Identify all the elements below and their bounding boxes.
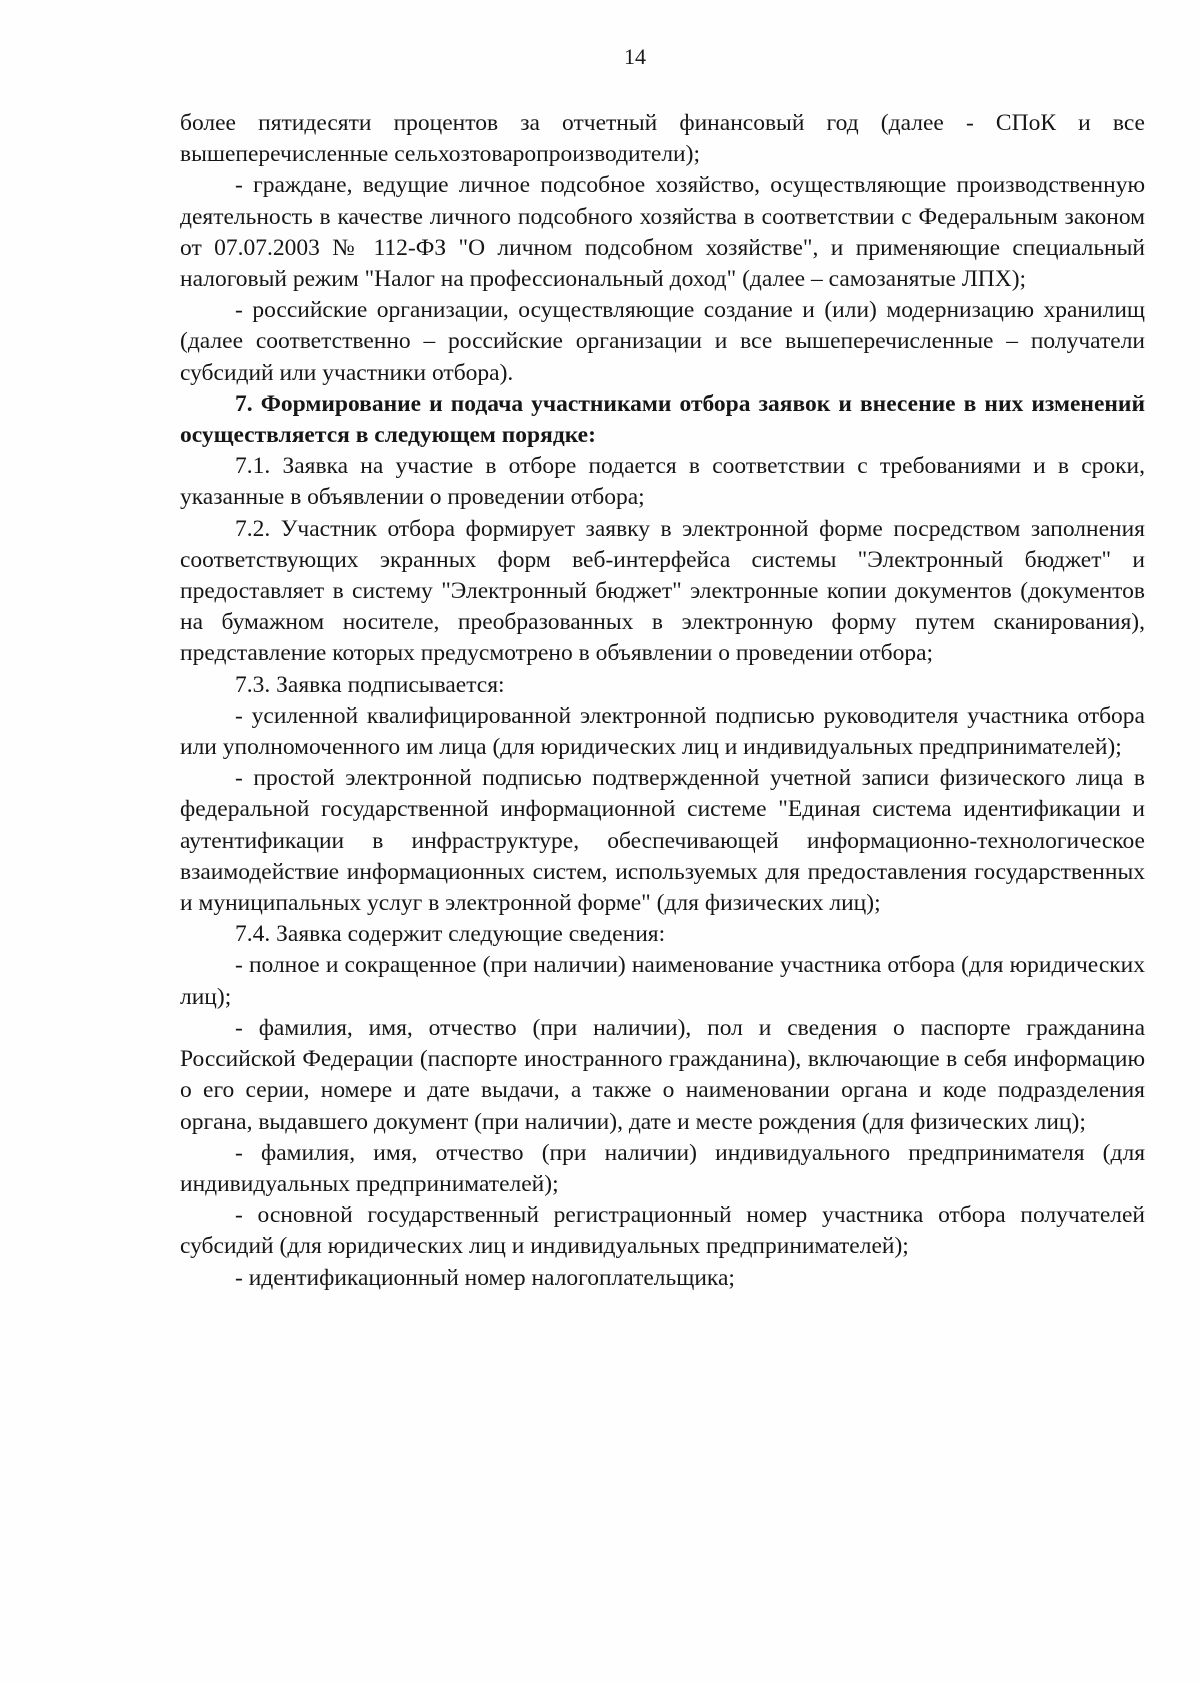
paragraph-bullet-simple-signature: - простой электронной подписью подтвержденной учетной записи физического лица в федеральной государственной информационной системе "Единая система идентификации и аутентификации в инфраструктуре, обеспечивающей информационно-технологическое взаимодействие информационных систем, используемых для предоставления государственных и муниципальных услуг в электронной форме" (для физических лиц);: [180, 765, 1145, 917]
document-body: [180, 108, 1145, 1294]
paragraph-bullet-lph: - граждане, ведущие личное подсобное хозяйство, осуществляющие производственную деятельность в качестве личного подсобного хозяйства в соответствии с Федеральным законом от 07.07.2003 № 112-ФЗ "О личном подсобном хозяйстве", и применяющие специальный налоговый режим "Налог на профессиональный доход" (далее – самозанятые ЛПХ);: [180, 172, 1145, 293]
paragraph-bullet-inn: - идентификационный номер налогоплательщика;: [235, 1264, 735, 1291]
paragraph-bullet-passport: - фамилия, имя, отчество (при наличии), пол и сведения о паспорте гражданина Российской Федерации (паспорте иностранного гражданина), включающие в себя информацию о его серии, номере и дате выдачи, а также о наименовании органа и коде подразделения органа, выдавшего документ (при наличии), дате и месте рождения (для физических лиц);: [180, 1014, 1145, 1135]
paragraph-continuation: более пятидесяти процентов за отчетный финансовый год (далее - СПоК и все вышеперечисленные сельхозтоваропроизводители);: [180, 110, 1145, 168]
paragraph-bullet-ogrn: - основной государственный регистрационный номер участника отбора получателей субсидий (для юридических лиц и индивидуальных предпринимателей);: [180, 1202, 1145, 1260]
section-heading-7: 7. Формирование и подача участниками отбора заявок и внесение в них изменений осуществляется в следующем порядке:: [180, 390, 1145, 449]
paragraph-7-3: 7.3. Заявка подписывается:: [235, 671, 505, 698]
paragraph-bullet-entrepreneur-name: - фамилия, имя, отчество (при наличии) индивидуального предпринимателя (для индивидуальных предпринимателей);: [180, 1139, 1145, 1197]
page-number: 14: [624, 44, 646, 69]
paragraph-7-2: 7.2. Участник отбора формирует заявку в электронной форме посредством заполнения соответствующих экранных форм веб-интерфейса системы "Электронный бюджет" и предоставляет в систему "Электронный бюджет" электронные копии документов (документов на бумажном носителе, преобразованных в электронную форму путем сканирования), представление которых предусмотрено в объявлении о проведении отбора;: [180, 515, 1145, 667]
paragraph-bullet-qualified-signature: - усиленной квалифицированной электронной подписью руководителя участника отбора или уполномоченного им лица (для юридических лиц и индивидуальных предпринимателей);: [180, 702, 1145, 761]
paragraph-bullet-organizations: - российские организации, осуществляющие создание и (или) модернизацию хранилищ (далее соответственно – российские организации и все вышеперечисленные – получатели субсидий или участники отбора).: [180, 297, 1145, 386]
paragraph-7-1: 7.1. Заявка на участие в отборе подается в соответствии с требованиями и в сроки, указанные в объявлении о проведении отбора;: [180, 453, 1145, 511]
paragraph-7-4: 7.4. Заявка содержит следующие сведения:: [235, 921, 666, 948]
paragraph-bullet-name: - полное и сокращенное (при наличии) наименование участника отбора (для юридических лиц);: [180, 952, 1145, 1010]
